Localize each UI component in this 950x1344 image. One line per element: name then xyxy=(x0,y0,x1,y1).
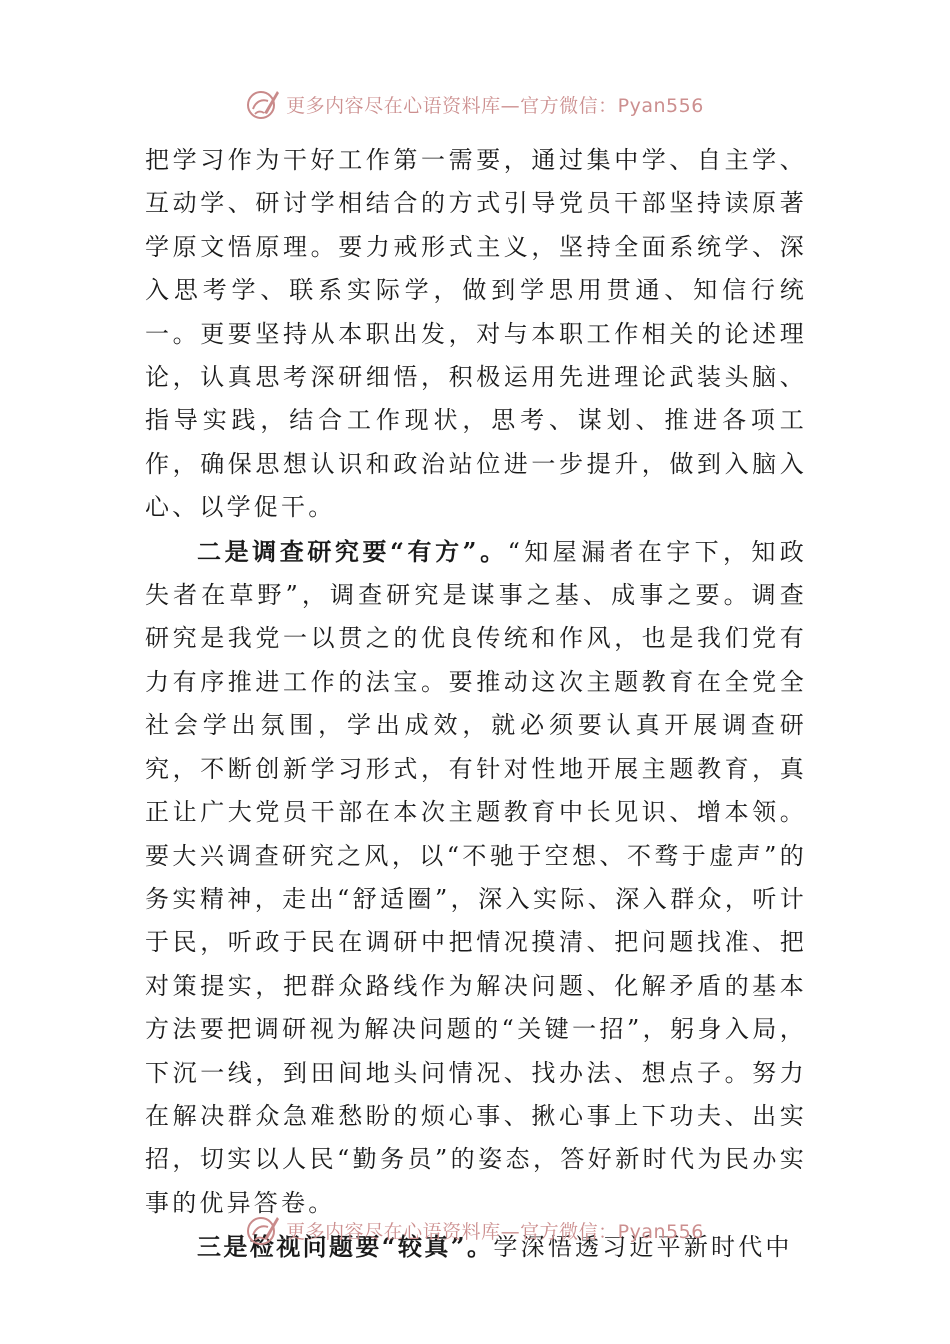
paragraph-continuation xyxy=(145,139,807,530)
paragraph-investigation xyxy=(145,530,807,1226)
paragraph-lead-heading: 二是调查研究要“有方”。 xyxy=(197,536,508,566)
pen-logo-icon xyxy=(246,1213,280,1247)
paragraph-lead-heading: 三是检视问题要“较真”。 xyxy=(197,1232,494,1262)
footer-watermark-banner xyxy=(0,1210,950,1250)
footer-watermark-text: 更多内容尽在心语资料库—官方微信：Pyan556 xyxy=(286,1220,704,1243)
paragraph-text: 把学习作为干好工作第一需要，通过集中学、自主学、互动学、研讨学相结合的方式引导党员干部坚持读原著学原文悟原理。要力戒形式主义，坚持全面系统学、深入思考学、联系实际学，做到学思用贯通、知信行统一。更要坚持从本职出发，对与本职工作相关的论述理论，认真思考深研细悟，积极运用先进理论武装头脑、指导实践，结合工作现状，思考、谋划、推进各项工作，确保思想认识和政治站位进一步提升，做到入脑入心、以学促干。 xyxy=(145,146,807,522)
pen-logo-icon xyxy=(246,87,280,121)
header-watermark-text: 更多内容尽在心语资料库—官方微信：Pyan556 xyxy=(286,94,704,117)
document-body xyxy=(145,139,807,1270)
paragraph-text: “知屋漏者在宇下，知政失者在草野”，调查研究是谋事之基、成事之要。调查研究是我党一以贯之的优良传统和作风，也是我们党有力有序推进工作的法宝。要推动这次主题教育在全党全社会学出氛围，学出成效，就必须要认真开展调查研究，不断创新学习形式，有针对性地开展主题教育，真正让广大党员干部在本次主题教育中长见识、增本领。要大兴调查研究之风，以“不驰于空想、不骛于虚声”的务实精神，走出“舒适圈”，深入实际、深入群众，听计于民，听政于民在调研中把情况摸清、把问题找准、把对策提实，把群众路线作为解决问题、化解矛盾的基本方法要把调研视为解决问题的“关键一招”，躬身入局，下沉一线，到田间地头问情况、找办法、想点子。努力在解决群众急难愁盼的烦心事、揪心事上下功夫、出实招，切实以人民“勤务员”的姿态，答好新时代为民办实事的优异答卷。 xyxy=(145,537,807,1217)
paragraph-text: 学深悟透习近平新时代中 xyxy=(493,1233,793,1262)
header-watermark-banner xyxy=(0,84,950,124)
